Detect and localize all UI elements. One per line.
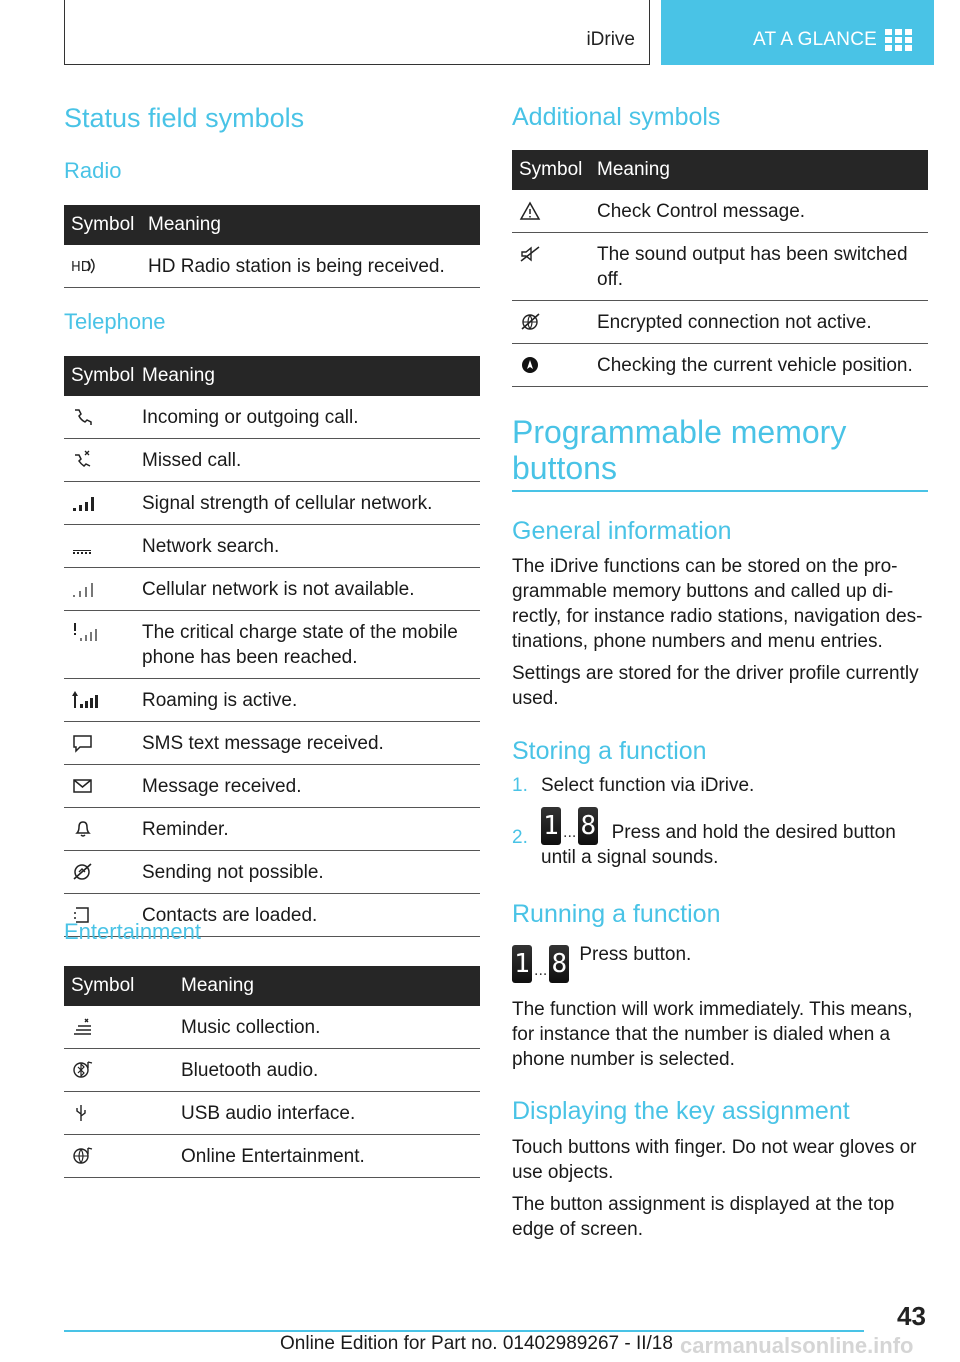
entertainment-heading: Entertainment	[64, 919, 201, 944]
table-row	[512, 233, 928, 301]
table-row	[64, 1092, 480, 1135]
signal-strength-icon	[64, 491, 142, 516]
envelope-icon	[64, 774, 142, 799]
general-information-heading: General information	[512, 517, 732, 545]
row-meaning: Sending not possible.	[142, 862, 324, 883]
display-key-heading: Displaying the key assignment	[512, 1097, 850, 1125]
row-meaning: The sound output has been switched off.	[597, 244, 908, 290]
page-title: Status field symbols	[64, 103, 305, 133]
row-meaning: Missed call.	[142, 450, 242, 471]
table-header	[64, 356, 480, 396]
table-row	[64, 439, 480, 482]
table-header	[512, 150, 928, 190]
radio-table	[64, 205, 480, 288]
section-divider	[512, 490, 928, 492]
running-heading: Running a function	[512, 900, 721, 928]
memory-key-1: 1	[512, 945, 532, 983]
table-row	[64, 851, 480, 894]
memory-key-1: 1	[541, 807, 561, 845]
table-row	[64, 245, 480, 288]
table-row	[512, 190, 928, 233]
table-row	[64, 611, 480, 679]
table-row	[64, 482, 480, 525]
header-chapter-tab	[661, 0, 934, 65]
footer-edition: Online Edition for Part no. 01402989267 - II/18	[280, 1333, 673, 1354]
display-paragraph-1: Touch buttons with finger. Do not wear gloves or use objects.	[512, 1137, 917, 1183]
memory-key-8: 8	[578, 807, 598, 845]
grid-icon	[885, 29, 913, 51]
row-meaning: Music collection.	[181, 1017, 321, 1038]
table-row	[512, 344, 928, 387]
column-meaning: Meaning	[142, 365, 215, 386]
table-row	[64, 722, 480, 765]
display-paragraph-2: The button assignment is displayed at the top edge of screen.	[512, 1194, 895, 1240]
column-meaning: Meaning	[148, 214, 221, 235]
step-1	[512, 773, 930, 798]
row-meaning: Cellular network is not available.	[142, 579, 415, 600]
additional-symbols-heading: Additional symbols	[512, 103, 721, 131]
memory-buttons-image	[541, 807, 598, 845]
row-meaning: Contacts are loaded.	[142, 905, 318, 926]
table-row	[64, 1049, 480, 1092]
table-row	[64, 1135, 480, 1178]
column-meaning: Meaning	[597, 159, 670, 180]
roaming-icon	[64, 688, 142, 713]
no-network-icon	[64, 577, 142, 602]
table-row	[64, 396, 480, 439]
footer-divider	[64, 1330, 864, 1332]
row-meaning: The critical charge state of the mobile phone has been reached.	[142, 622, 458, 668]
step-2-text: Press and hold the desired button until a signal sounds.	[541, 822, 896, 868]
row-meaning: Online Entertainment.	[181, 1146, 365, 1167]
memory-key-8: 8	[549, 945, 569, 983]
general-paragraph-2: Settings are stored for the driver profile currently used.	[512, 663, 919, 709]
column-symbol: Symbol	[71, 975, 135, 996]
sms-icon	[64, 731, 142, 756]
header-chapter-title: AT A GLANCE	[753, 29, 877, 50]
vehicle-position-icon	[512, 353, 597, 378]
encryption-off-icon	[512, 310, 597, 335]
table-row	[64, 568, 480, 611]
page-number: 43	[897, 1301, 926, 1331]
row-meaning: Check Control message.	[597, 201, 806, 222]
table-row	[512, 301, 928, 344]
table-row	[64, 808, 480, 851]
header-section-title: iDrive	[586, 29, 635, 50]
hd-radio-icon	[64, 254, 148, 279]
row-meaning: Encrypted connection not active.	[597, 312, 872, 333]
additional-symbols-table	[512, 150, 928, 387]
running-paragraph-1: Press button.	[579, 944, 692, 965]
table-header	[64, 205, 480, 245]
row-meaning: Checking the current vehicle position.	[597, 355, 913, 376]
sending-not-possible-icon	[64, 860, 142, 885]
step-1-text: Select function via iDrive.	[541, 775, 755, 796]
radio-heading: Radio	[64, 158, 122, 183]
online-entertainment-icon	[64, 1144, 181, 1169]
bell-icon	[64, 817, 142, 842]
row-meaning: Reminder.	[142, 819, 229, 840]
entertainment-table	[64, 966, 480, 1178]
watermark-text: carmanualsonline.info	[680, 1333, 914, 1358]
music-collection-icon	[64, 1015, 181, 1040]
telephone-heading: Telephone	[64, 309, 166, 334]
step-1-number: 1.	[512, 775, 528, 796]
memory-buttons-image	[512, 945, 569, 983]
column-symbol: Symbol	[71, 214, 135, 235]
usb-icon	[64, 1101, 181, 1126]
running-step	[512, 942, 930, 983]
memory-buttons-title	[512, 414, 846, 486]
step-2-number: 2.	[512, 827, 528, 848]
table-row	[64, 679, 480, 722]
memory-key-dots: ...	[534, 962, 548, 979]
row-meaning: USB audio interface.	[181, 1103, 356, 1124]
svg-text:HD: HD	[71, 260, 91, 275]
missed-call-icon	[64, 448, 142, 473]
column-symbol: Symbol	[519, 159, 583, 180]
step-2	[512, 807, 930, 870]
row-meaning: HD Radio station is being received.	[148, 256, 445, 277]
memory-title-line1: Programmable memory	[512, 414, 847, 450]
telephone-table	[64, 356, 480, 937]
phone-call-icon	[64, 405, 142, 430]
row-meaning: Bluetooth audio.	[181, 1060, 319, 1081]
row-meaning: Roaming is active.	[142, 690, 298, 711]
memory-title-line2: buttons	[512, 450, 617, 486]
network-search-icon	[64, 534, 142, 559]
storing-heading: Storing a function	[512, 737, 707, 765]
table-row	[64, 1006, 480, 1049]
memory-key-dots: ...	[563, 824, 577, 841]
general-paragraph-1: The iDrive functions can be stored on the pro‐grammable memory buttons and called up di‐rectly, for instance radio stations, navigation des‐tinations, phone numbers and menu entries.	[512, 556, 923, 652]
column-meaning: Meaning	[181, 975, 254, 996]
sound-off-icon	[512, 242, 597, 292]
header-box	[64, 0, 650, 65]
row-meaning: Message received.	[142, 776, 302, 797]
row-meaning: Network search.	[142, 536, 280, 557]
low-battery-icon	[64, 620, 142, 670]
table-header	[64, 966, 480, 1006]
table-row	[64, 525, 480, 568]
row-meaning: Signal strength of cellular network.	[142, 493, 433, 514]
row-meaning: Incoming or outgoing call.	[142, 407, 359, 428]
table-row	[64, 765, 480, 808]
running-paragraph-2: The function will work immediately. This means, for instance that the number is dialed when a phone number is selected.	[512, 999, 913, 1070]
bluetooth-audio-icon	[64, 1058, 181, 1083]
row-meaning: SMS text message received.	[142, 733, 384, 754]
column-symbol: Symbol	[71, 365, 135, 386]
warning-triangle-icon	[512, 199, 597, 224]
